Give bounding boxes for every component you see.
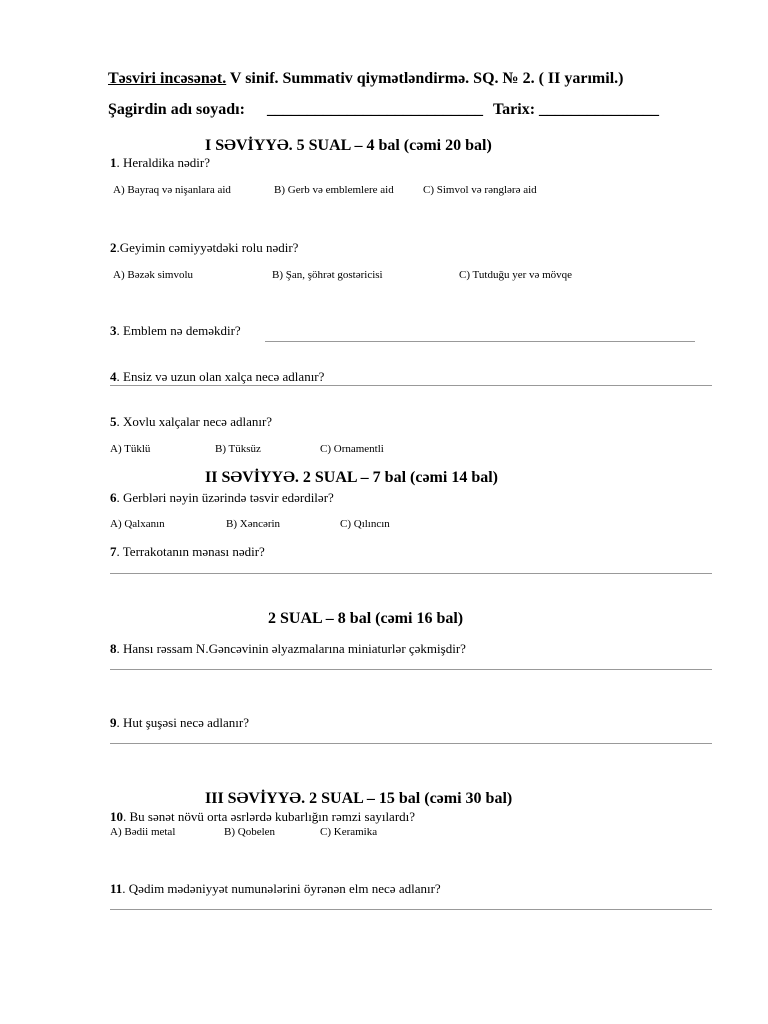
question-number: 7 (110, 544, 117, 559)
question-text: . Heraldika nədir? (116, 155, 210, 170)
question-10 (110, 809, 415, 825)
q10-option-c[interactable]: C) Keramika (320, 826, 378, 838)
question-text: . Gerbləri nəyin üzərində təsvir edərdilər? (116, 490, 334, 505)
question-text: . Xovlu xalçalar necə adlanır? (116, 414, 273, 429)
question-number: 5 (110, 414, 117, 429)
question-7 (110, 544, 265, 560)
q1-option-b[interactable]: B) Gerb və emblemlere aid (274, 184, 394, 196)
question-text: . Qədim mədəniyyət numunələrini öyrənən elm necə adlanır? (122, 881, 441, 896)
question-number: 10 (110, 809, 123, 824)
question-5 (110, 414, 272, 430)
question-6 (110, 490, 334, 506)
level-2b-heading: 2 SUAL – 8 bal (cəmi 16 bal) (268, 610, 464, 627)
level-1-heading: I SƏVİYYƏ. 5 SUAL – 4 bal (cəmi 20 bal) (205, 137, 492, 154)
question-9 (110, 715, 249, 731)
title-details: V sinif. Summativ qiymətləndirmə. SQ. № 2. ( II yarımil.) (229, 70, 624, 87)
question-text: . Emblem nə deməkdir? (116, 323, 241, 338)
q6-option-b[interactable]: B) Xəncərin (226, 518, 281, 530)
q1-option-c[interactable]: C) Simvol və rənglərə aid (423, 184, 537, 196)
question-4 (110, 369, 324, 385)
question-text: . Hansı rəssam N.Gəncəvinin əlyazmalarına miniaturlər çəkmişdir? (116, 641, 466, 656)
level-3-heading: III SƏVİYYƏ. 2 SUAL – 15 bal (cəmi 30 bal) (205, 790, 513, 807)
question-number: 8 (110, 641, 117, 656)
date-label: Tarix: (492, 101, 536, 118)
question-text: . Hut şuşəsi necə adlanır? (116, 715, 249, 730)
q7-answer-line[interactable] (110, 573, 712, 574)
student-info-row (108, 101, 659, 119)
q6-option-a[interactable]: A) Qalxanın (110, 518, 165, 530)
q8-answer-line[interactable] (110, 669, 712, 670)
question-text: .Geyimin cəmiyyətdəki rolu nədir? (116, 240, 299, 255)
q3-answer-line[interactable] (265, 341, 695, 342)
question-number: 2 (110, 240, 117, 255)
q11-answer-line[interactable] (110, 909, 712, 910)
q5-option-b[interactable]: B) Tüksüz (215, 443, 261, 455)
question-text: . Ensiz və uzun olan xalça necə adlanır? (116, 369, 325, 384)
question-number: 11 (110, 881, 123, 896)
level-2-heading: II SƏVİYYƏ. 2 SUAL – 7 bal (cəmi 14 bal) (205, 469, 498, 486)
question-number: 6 (110, 490, 117, 505)
student-name-label: Şagirdin adı soyadı: (108, 101, 245, 118)
q2-option-b[interactable]: B) Şan, şöhrət gostəricisi (272, 269, 383, 281)
q2-option-a[interactable]: A) Bəzək simvolu (113, 269, 194, 281)
question-number: 3 (110, 323, 117, 338)
question-number: 1 (110, 155, 117, 170)
question-number: 4 (110, 369, 117, 384)
question-3 (110, 323, 241, 339)
q10-option-b[interactable]: B) Qobelen (224, 826, 276, 838)
question-8 (110, 641, 466, 657)
q10-option-a[interactable]: A) Bədii metal (110, 826, 176, 838)
date-field[interactable]: _______________ (539, 101, 660, 118)
q6-option-c[interactable]: C) Qılıncın (340, 518, 390, 530)
question-number: 9 (110, 715, 117, 730)
question-text: . Terrakotanın mənası nədir? (116, 544, 265, 559)
worksheet-title (108, 70, 623, 88)
q1-option-a[interactable]: A) Bayraq və nişanlara aid (113, 184, 231, 196)
q4-answer-line[interactable] (110, 385, 712, 386)
q9-answer-line[interactable] (110, 743, 712, 744)
q2-option-c[interactable]: C) Tutduğu yer və mövqe (459, 269, 573, 281)
question-11 (110, 881, 441, 897)
q5-option-c[interactable]: C) Ornamentli (320, 443, 384, 455)
question-1 (110, 155, 210, 171)
subject-title: Təsviri incəsənət. (108, 70, 227, 87)
question-text: . Bu sənət növü orta əsrlərdə kubarlığın rəmzi sayılardı? (123, 809, 416, 824)
question-2 (110, 240, 298, 256)
student-name-field[interactable]: ___________________________ (266, 101, 483, 118)
q5-option-a[interactable]: A) Tüklü (110, 443, 151, 455)
